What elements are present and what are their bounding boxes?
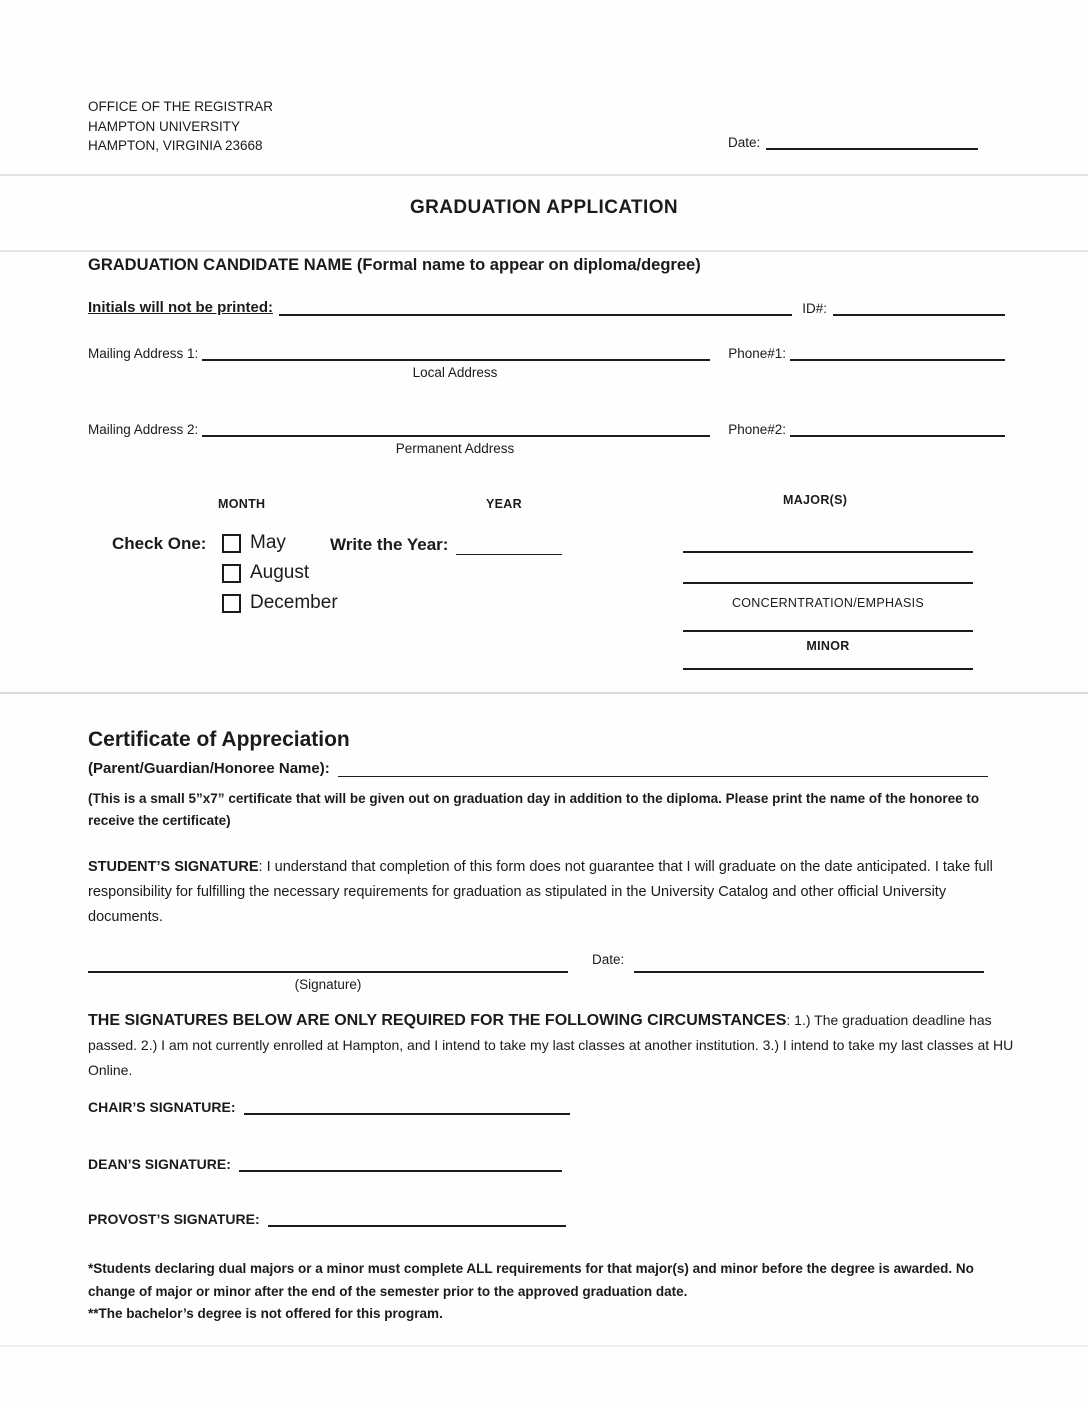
- scan-divider: [0, 250, 1088, 252]
- date-label: Date:: [728, 135, 761, 150]
- student-signature-label: STUDENT’S SIGNATURE: [88, 859, 259, 875]
- student-signature-input-line[interactable]: [88, 946, 568, 973]
- signature-date-input-line[interactable]: [634, 946, 984, 973]
- mailing-address-1-input-line[interactable]: [202, 343, 710, 361]
- december-option-label: December: [250, 592, 338, 613]
- may-option-label: May: [250, 532, 286, 553]
- write-year-field: [330, 534, 562, 555]
- concentration-caption: CONCERNTRATION/EMPHASIS: [731, 596, 925, 610]
- certificate-note: (This is a small 5”x7” certificate that will be given out on graduation day in addition to the diploma. Please print the name of the honoree to receive the certificate): [88, 791, 980, 828]
- candidate-name-input-line[interactable]: [279, 298, 792, 316]
- footnotes-block: [88, 1258, 1020, 1326]
- month-column-header: MONTH: [218, 497, 266, 511]
- month-option-may[interactable]: [222, 532, 286, 554]
- phone-1-label: Phone#1:: [728, 346, 786, 361]
- form-date-field: [728, 132, 978, 150]
- required-signatures-statement: [88, 1008, 1026, 1083]
- concentration-input-line[interactable]: [683, 630, 973, 632]
- student-signature-statement: [88, 855, 1016, 930]
- local-address-caption: Local Address: [412, 365, 498, 380]
- major-1-input-line[interactable]: [683, 551, 973, 553]
- scan-divider: [0, 174, 1088, 176]
- chair-signature-field: [88, 1096, 570, 1115]
- provost-signature-input-line[interactable]: [268, 1208, 566, 1227]
- id-label: ID#:: [802, 301, 827, 316]
- mailing-address-2-label: Mailing Address 2:: [88, 422, 199, 437]
- date-input-line[interactable]: [766, 132, 978, 150]
- majors-column-header: MAJOR(S): [783, 493, 848, 507]
- mailing-address-1-row: [88, 343, 1005, 361]
- major-2-input-line[interactable]: [683, 582, 973, 584]
- phone-2-label: Phone#2:: [728, 422, 786, 437]
- write-year-label: Write the Year:: [330, 535, 449, 554]
- month-option-december[interactable]: [222, 592, 338, 614]
- phone-1-input-line[interactable]: [790, 343, 1005, 361]
- required-signatures-heading: THE SIGNATURES BELOW ARE ONLY REQUIRED FOR THE FOLLOWING CIRCUMSTANCES: [88, 1012, 787, 1029]
- scan-divider: [0, 692, 1088, 694]
- december-checkbox[interactable]: [222, 594, 241, 613]
- honoree-name-label: (Parent/Guardian/Honoree Name):: [88, 760, 330, 777]
- required-signatures-text: : 1.) The graduation deadline has passed. 2.) I am not currently enrolled at Hampton, and I intend to take my last classes at another institution. 3.) I intend to take my last classes at HU Online.: [88, 1012, 1014, 1078]
- id-input-line[interactable]: [833, 298, 1005, 316]
- check-one-label: Check One:: [112, 534, 207, 553]
- office-line: HAMPTON, VIRGINIA 23668: [88, 138, 263, 153]
- honoree-name-field: [88, 760, 988, 777]
- student-signature-text: : I understand that completion of this form does not guarantee that I will graduate on the date anticipated. I take full responsibility for fulfilling the necessary requirements for graduation as stipulated in the University Catalog and other official University documents.: [88, 859, 993, 925]
- signature-caption: (Signature): [294, 977, 362, 992]
- signature-date-label: Date:: [592, 952, 625, 967]
- footnote-dual-major: *Students declaring dual majors or a minor must complete ALL requirements for that major(s) and minor before the degree is awarded. No change of major or minor after the end of the semester prior to the approved graduation date.: [88, 1261, 974, 1299]
- candidate-name-heading: GRADUATION CANDIDATE NAME (Formal name to appear on diploma/degree): [88, 256, 701, 274]
- certificate-heading: Certificate of Appreciation: [88, 728, 350, 751]
- office-line: OFFICE OF THE REGISTRAR: [88, 99, 274, 114]
- phone-2-input-line[interactable]: [790, 419, 1005, 437]
- provost-signature-field: [88, 1208, 566, 1227]
- chair-signature-label: CHAIR’S SIGNATURE:: [88, 1099, 236, 1115]
- year-column-header: YEAR: [486, 497, 522, 511]
- dean-signature-input-line[interactable]: [239, 1153, 562, 1172]
- registrar-address-block: [88, 97, 273, 156]
- permanent-address-caption: Permanent Address: [395, 441, 515, 456]
- footnote-bachelors: **The bachelor’s degree is not offered for this program.: [88, 1306, 443, 1321]
- dean-signature-label: DEAN’S SIGNATURE:: [88, 1156, 231, 1172]
- august-checkbox[interactable]: [222, 564, 241, 583]
- candidate-name-row: [88, 298, 1005, 316]
- office-line: HAMPTON UNIVERSITY: [88, 118, 241, 134]
- mailing-address-2-row: [88, 419, 1005, 437]
- may-checkbox[interactable]: [222, 534, 241, 553]
- mailing-address-1-label: Mailing Address 1:: [88, 346, 199, 361]
- month-option-august[interactable]: [222, 562, 309, 584]
- minor-input-line[interactable]: [683, 668, 973, 670]
- honoree-name-input-line[interactable]: [338, 760, 988, 777]
- minor-caption: MINOR: [806, 639, 850, 653]
- provost-signature-label: PROVOST’S SIGNATURE:: [88, 1211, 260, 1227]
- page-title: GRADUATION APPLICATION: [409, 197, 679, 218]
- mailing-address-2-input-line[interactable]: [202, 419, 710, 437]
- initials-note-label: Initials will not be printed:: [88, 299, 274, 316]
- dean-signature-field: [88, 1153, 562, 1172]
- year-input-line[interactable]: [456, 534, 562, 555]
- chair-signature-input-line[interactable]: [244, 1096, 570, 1115]
- scan-divider: [0, 1345, 1088, 1347]
- august-option-label: August: [250, 562, 310, 583]
